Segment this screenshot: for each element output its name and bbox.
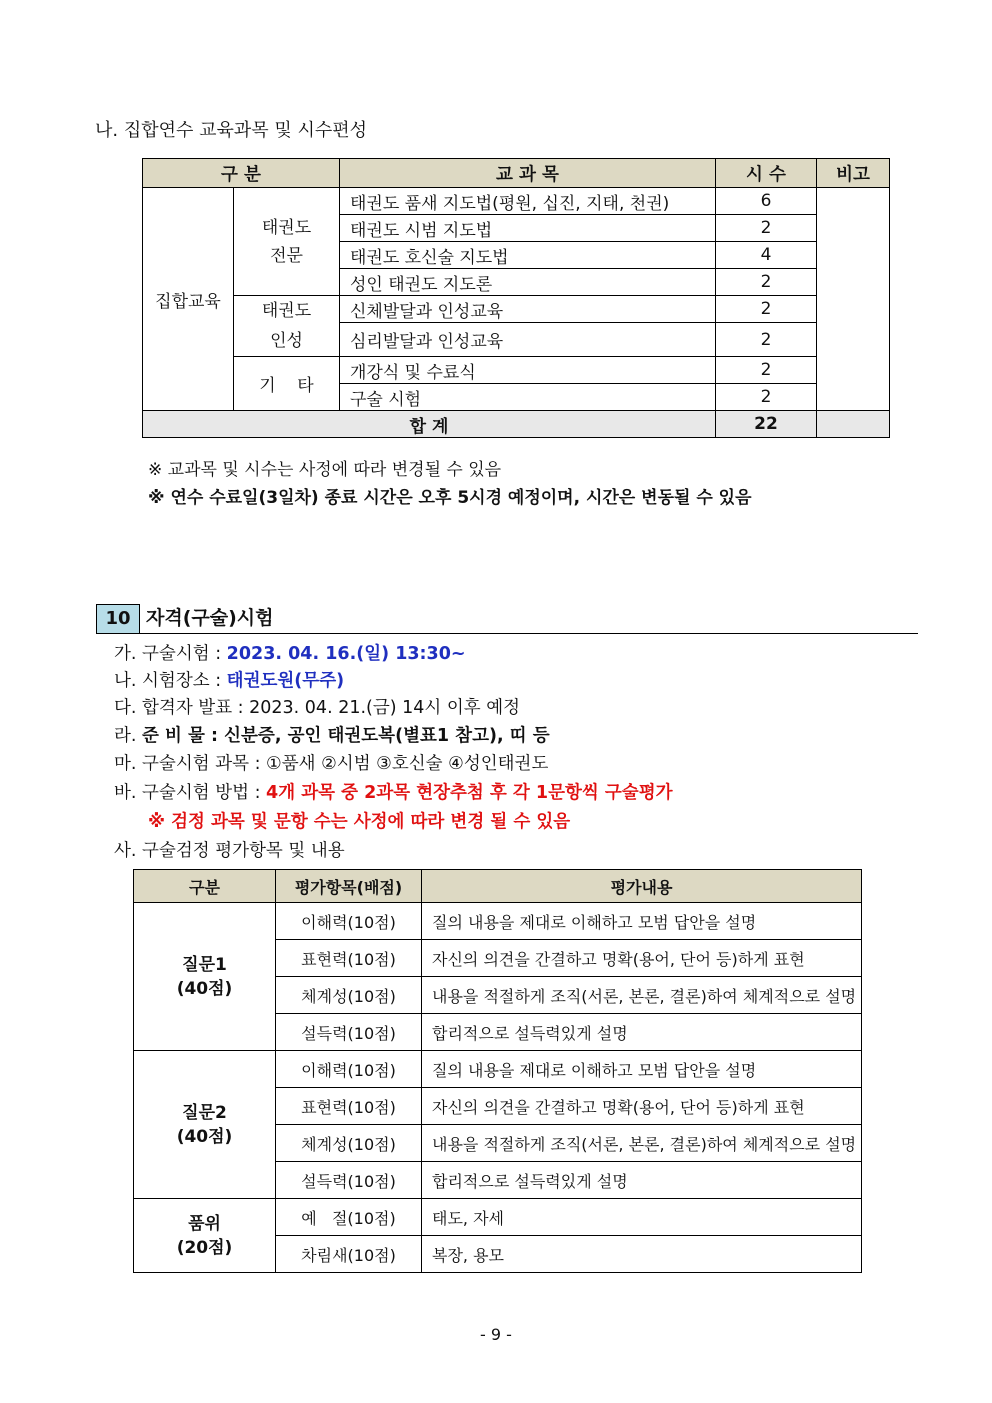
hours-cell: 2: [716, 357, 817, 384]
total-row: [143, 411, 890, 438]
subgroup-character-line2: 인성: [270, 331, 303, 351]
item-ba: [114, 779, 673, 804]
total-note: [817, 411, 890, 438]
item-na-label: 나. 시험장소 :: [114, 671, 227, 691]
hours-cell: 4: [716, 242, 817, 269]
group-label: 집합교육: [143, 188, 234, 411]
hours-cell: 2: [716, 296, 817, 323]
eval-item: 차림새(10점): [276, 1236, 422, 1273]
exam-note: ※ 검정 과목 및 문항 수는 사정에 따라 변경 될 수 있음: [148, 812, 571, 832]
item-sa: 사. 구술검정 평가항목 및 내용: [114, 841, 345, 861]
eval-item: 표현력(10점): [276, 940, 422, 977]
section-number-badge: 10: [96, 604, 140, 634]
item-ba-label: 바. 구술시험 방법 :: [114, 783, 267, 803]
eval-item: 예 절(10점): [276, 1199, 422, 1236]
subject-cell: 신체발달과 인성교육: [340, 296, 716, 323]
total-hours: 22: [716, 411, 817, 438]
section-title-na: 나. 집합연수 교육과목 및 시수편성: [95, 120, 368, 141]
subgroup-etc: 기 타: [234, 357, 340, 411]
group-question1-line1: 질문1: [182, 954, 227, 975]
eval-content: 질의 내용을 제대로 이해하고 모범 답안을 설명: [422, 1051, 862, 1088]
subject-cell: 성인 태권도 지도론: [340, 269, 716, 296]
group-question2-line1: 질문2: [182, 1102, 227, 1123]
item-ga-label: 가. 구술시험 :: [114, 644, 227, 664]
group-dignity-line2: (20점): [176, 1237, 233, 1258]
note-cell: [817, 188, 890, 411]
table-header-row: [134, 870, 862, 903]
hours-cell: 2: [716, 269, 817, 296]
item-da: 다. 합격자 발표 : 2023. 04. 21.(금) 14시 이후 예정: [114, 698, 521, 718]
exam-method: 4개 과목 중 2과목 현장추첨 후 각 1문항씩 구술평가: [266, 783, 673, 803]
eval-content: 태도, 자세: [422, 1199, 862, 1236]
header-subject: 교 과 목: [340, 159, 716, 188]
hours-cell: 2: [716, 323, 817, 357]
eval-item: 체계성(10점): [276, 977, 422, 1014]
curriculum-table: [142, 158, 890, 438]
hours-cell: 2: [716, 215, 817, 242]
subject-cell: 구술 시험: [340, 384, 716, 411]
total-label: 합 계: [143, 411, 716, 438]
subgroup-expert-line2: 전문: [270, 245, 303, 266]
group-question2: [134, 1051, 276, 1199]
eval-item: 표현력(10점): [276, 1088, 422, 1125]
exam-datetime: 2023. 04. 16.(일) 13:30~: [226, 644, 466, 664]
header-group: 구분: [134, 870, 276, 903]
eval-content: 내용을 적절하게 조직(서론, 본론, 결론)하여 체계적으로 설명: [422, 1125, 862, 1162]
section-title: 자격(구술)시험: [146, 607, 274, 629]
table-row: [134, 903, 862, 940]
item-ra: [114, 722, 550, 747]
group-dignity-line1: 품위: [188, 1213, 221, 1234]
item-ma: 마. 구술시험 과목 : ①품새 ②시범 ③호신술 ④성인태권도: [114, 754, 549, 774]
subgroup-character-line1: 태권도: [261, 301, 312, 321]
subject-cell: 태권도 호신술 지도법: [340, 242, 716, 269]
eval-content: 질의 내용을 제대로 이해하고 모범 답안을 설명: [422, 903, 862, 940]
table-row: [134, 1199, 862, 1236]
hours-cell: 6: [716, 188, 817, 215]
supplies: 준 비 물 : 신분증, 공인 태권도복(별표1 참고), 띠 등: [142, 726, 550, 746]
item-ga: [114, 640, 466, 665]
group-question2-line2: (40점): [176, 1126, 233, 1147]
header-note: 비고: [817, 159, 890, 188]
eval-content: 합리적으로 설득력있게 설명: [422, 1014, 862, 1051]
eval-content: 내용을 적절하게 조직(서론, 본론, 결론)하여 체계적으로 설명: [422, 977, 862, 1014]
page-number: - 9 -: [480, 1325, 512, 1344]
header-content: 평가내용: [422, 870, 862, 903]
table-row: [143, 357, 890, 384]
eval-item: 설득력(10점): [276, 1162, 422, 1199]
eval-content: 합리적으로 설득력있게 설명: [422, 1162, 862, 1199]
subject-cell: 개강식 및 수료식: [340, 357, 716, 384]
section-divider: [96, 633, 918, 634]
header-hours: 시 수: [716, 159, 817, 188]
table-row: [143, 188, 890, 215]
note-end-time: ※ 연수 수료일(3일차) 종료 시간은 오후 5시경 예정이며, 시간은 변동될 수 있음: [148, 488, 752, 508]
subject-cell: 태권도 품새 지도법(평원, 십진, 지태, 천권): [340, 188, 716, 215]
hours-cell: 2: [716, 384, 817, 411]
eval-content: 자신의 의견을 간결하고 명확(용어, 단어 등)하게 표현: [422, 940, 862, 977]
header-category: 구 분: [143, 159, 340, 188]
evaluation-table: [133, 869, 862, 1273]
eval-content: 복장, 용모: [422, 1236, 862, 1273]
group-dignity: [134, 1199, 276, 1273]
item-na: [114, 667, 344, 692]
header-item: 평가항목(배점): [276, 870, 422, 903]
note-subjects-change: ※ 교과목 및 시수는 사정에 따라 변경될 수 있음: [148, 460, 502, 480]
eval-item: 체계성(10점): [276, 1125, 422, 1162]
subgroup-character: [234, 296, 340, 357]
group-question1-line2: (40점): [176, 978, 233, 999]
group-question1: [134, 903, 276, 1051]
eval-content: 자신의 의견을 간결하고 명확(용어, 단어 등)하게 표현: [422, 1088, 862, 1125]
eval-item: 이해력(10점): [276, 1051, 422, 1088]
exam-location: 태권도원(무주): [226, 671, 345, 691]
table-row: [143, 296, 890, 323]
subgroup-expert-line1: 태권도: [261, 217, 312, 238]
table-row: [134, 1051, 862, 1088]
item-ra-label: 라.: [114, 726, 143, 746]
subject-cell: 태권도 시범 지도법: [340, 215, 716, 242]
table-header-row: [143, 159, 890, 188]
eval-item: 설득력(10점): [276, 1014, 422, 1051]
eval-item: 이해력(10점): [276, 903, 422, 940]
subgroup-expert: [234, 188, 340, 296]
subject-cell: 심리발달과 인성교육: [340, 323, 716, 357]
